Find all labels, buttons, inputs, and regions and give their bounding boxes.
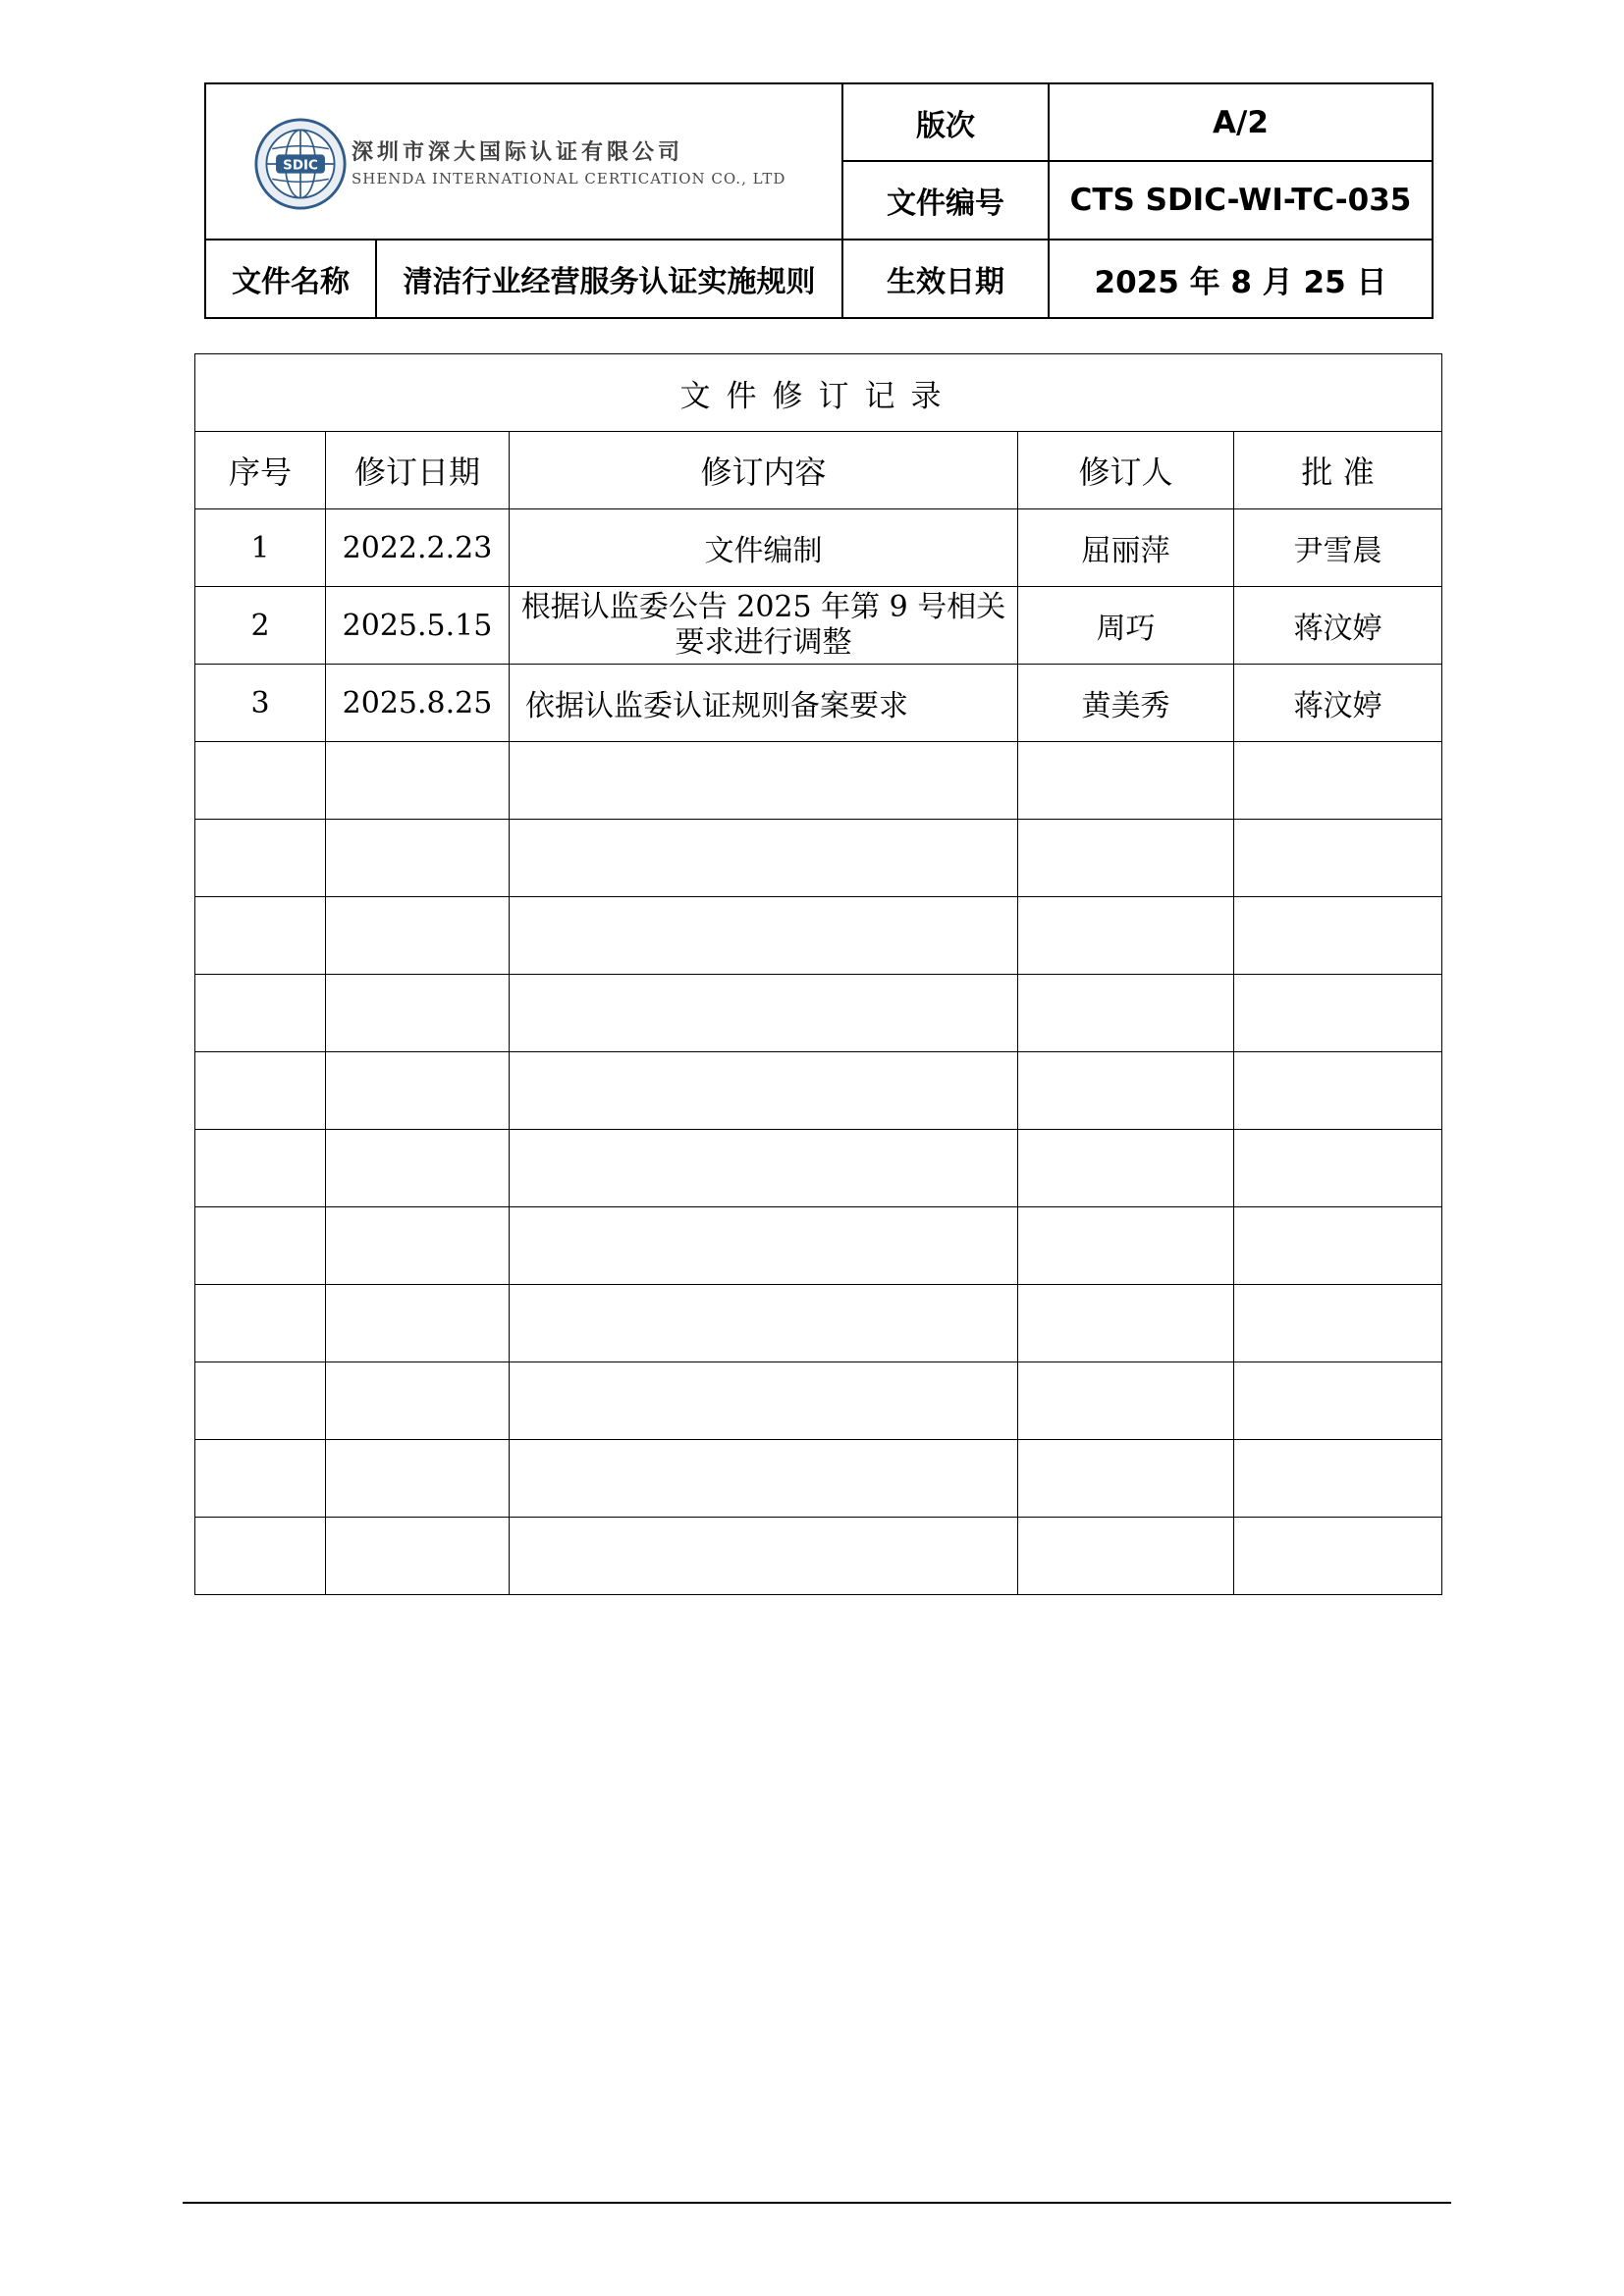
row-reviser: 屈丽萍 [1018, 509, 1234, 587]
row-content: 依据认监委认证规则备案要求 [510, 665, 1018, 742]
row-no-empty [195, 1440, 326, 1518]
column-header-no: 序号 [195, 432, 326, 509]
row-content-empty [510, 1440, 1018, 1518]
table-row [195, 587, 1442, 665]
doc-name-label: 文件名称 [205, 240, 376, 318]
row-content-empty [510, 1362, 1018, 1440]
row-approver-empty [1234, 1285, 1442, 1362]
row-no-empty [195, 1130, 326, 1207]
row-content-empty [510, 975, 1018, 1052]
row-approver-empty [1234, 1130, 1442, 1207]
column-header-reviser: 修订人 [1018, 432, 1234, 509]
row-approver-empty [1234, 1207, 1442, 1285]
row-content-empty [510, 1052, 1018, 1130]
row-no: 1 [195, 509, 326, 587]
empty-table-row [195, 1207, 1442, 1285]
revision-record-table [194, 353, 1442, 1595]
row-approver-empty [1234, 1052, 1442, 1130]
doc-number-label: 文件编号 [842, 161, 1049, 240]
row-date-empty [326, 1440, 510, 1518]
row-date-empty [326, 1052, 510, 1130]
row-date: 2022.2.23 [326, 509, 510, 587]
row-no: 3 [195, 665, 326, 742]
row-reviser-empty [1018, 1518, 1234, 1595]
empty-table-row [195, 1285, 1442, 1362]
version-label: 版次 [842, 83, 1049, 161]
row-approver-empty [1234, 1440, 1442, 1518]
row-reviser-empty [1018, 1440, 1234, 1518]
row-approver-empty [1234, 820, 1442, 897]
logo-abbreviation: SDIC [283, 158, 318, 174]
empty-table-row [195, 975, 1442, 1052]
doc-number-value: CTS SDIC-WI-TC-035 [1049, 161, 1433, 240]
footer-divider [183, 2202, 1451, 2204]
row-no-empty [195, 1362, 326, 1440]
row-reviser-empty [1018, 1207, 1234, 1285]
effective-date-label: 生效日期 [842, 240, 1049, 318]
empty-table-row [195, 1518, 1442, 1595]
version-value: A/2 [1049, 83, 1433, 161]
row-reviser-empty [1018, 975, 1234, 1052]
row-approver: 蒋汶婷 [1234, 587, 1442, 665]
row-date-empty [326, 1518, 510, 1595]
row-approver-empty [1234, 975, 1442, 1052]
row-date-empty [326, 1285, 510, 1362]
row-content: 文件编制 [510, 509, 1018, 587]
row-no-empty [195, 897, 326, 975]
row-reviser-empty [1018, 742, 1234, 820]
column-header-content: 修订内容 [510, 432, 1018, 509]
row-date-empty [326, 742, 510, 820]
row-content-empty [510, 1207, 1018, 1285]
row-no-empty [195, 1207, 326, 1285]
row-no-empty [195, 1518, 326, 1595]
empty-table-row [195, 1052, 1442, 1130]
doc-name-value: 清洁行业经营服务认证实施规则 [376, 240, 842, 318]
column-header-date: 修订日期 [326, 432, 510, 509]
row-content: 根据认监委公告 2025 年第 9 号相关要求进行调整 [510, 587, 1018, 665]
row-reviser: 黄美秀 [1018, 665, 1234, 742]
column-header-approver: 批 准 [1234, 432, 1442, 509]
row-no-empty [195, 820, 326, 897]
row-content-empty [510, 1130, 1018, 1207]
sdic-globe-logo [253, 117, 348, 211]
row-no-empty [195, 1285, 326, 1362]
empty-table-row [195, 1362, 1442, 1440]
document-header [204, 82, 1434, 319]
empty-table-row [195, 897, 1442, 975]
company-logo-cell [205, 83, 842, 240]
empty-table-row [195, 1130, 1442, 1207]
revision-record-title: 文件修订记录 [195, 354, 1442, 432]
row-reviser-empty [1018, 820, 1234, 897]
effective-date-value: 2025 年 8 月 25 日 [1049, 240, 1433, 318]
row-date-empty [326, 975, 510, 1052]
row-date-empty [326, 820, 510, 897]
row-date-empty [326, 897, 510, 975]
table-row [195, 509, 1442, 587]
table-header-row [195, 432, 1442, 509]
row-approver-empty [1234, 897, 1442, 975]
row-date: 2025.5.15 [326, 587, 510, 665]
row-content-empty [510, 897, 1018, 975]
row-reviser: 周巧 [1018, 587, 1234, 665]
company-name-en: SHENDA INTERNATIONAL CERTICATION CO., LTD [352, 169, 786, 187]
row-no-empty [195, 975, 326, 1052]
row-reviser-empty [1018, 897, 1234, 975]
company-name-cn: 深圳市深大国际认证有限公司 [352, 139, 684, 165]
row-approver-empty [1234, 742, 1442, 820]
empty-table-row [195, 820, 1442, 897]
row-approver: 尹雪晨 [1234, 509, 1442, 587]
row-approver: 蒋汶婷 [1234, 665, 1442, 742]
row-no: 2 [195, 587, 326, 665]
row-date-empty [326, 1207, 510, 1285]
row-content-empty [510, 820, 1018, 897]
table-row [195, 665, 1442, 742]
row-no-empty [195, 1052, 326, 1130]
row-reviser-empty [1018, 1285, 1234, 1362]
row-date-empty [326, 1130, 510, 1207]
row-approver-empty [1234, 1518, 1442, 1595]
row-date-empty [326, 1362, 510, 1440]
row-content-empty [510, 1518, 1018, 1595]
empty-table-row [195, 742, 1442, 820]
row-no-empty [195, 742, 326, 820]
empty-table-row [195, 1440, 1442, 1518]
row-date: 2025.8.25 [326, 665, 510, 742]
row-content-empty [510, 742, 1018, 820]
company-logo [253, 117, 785, 211]
row-reviser-empty [1018, 1130, 1234, 1207]
row-content-empty [510, 1285, 1018, 1362]
row-reviser-empty [1018, 1362, 1234, 1440]
row-approver-empty [1234, 1362, 1442, 1440]
row-reviser-empty [1018, 1052, 1234, 1130]
